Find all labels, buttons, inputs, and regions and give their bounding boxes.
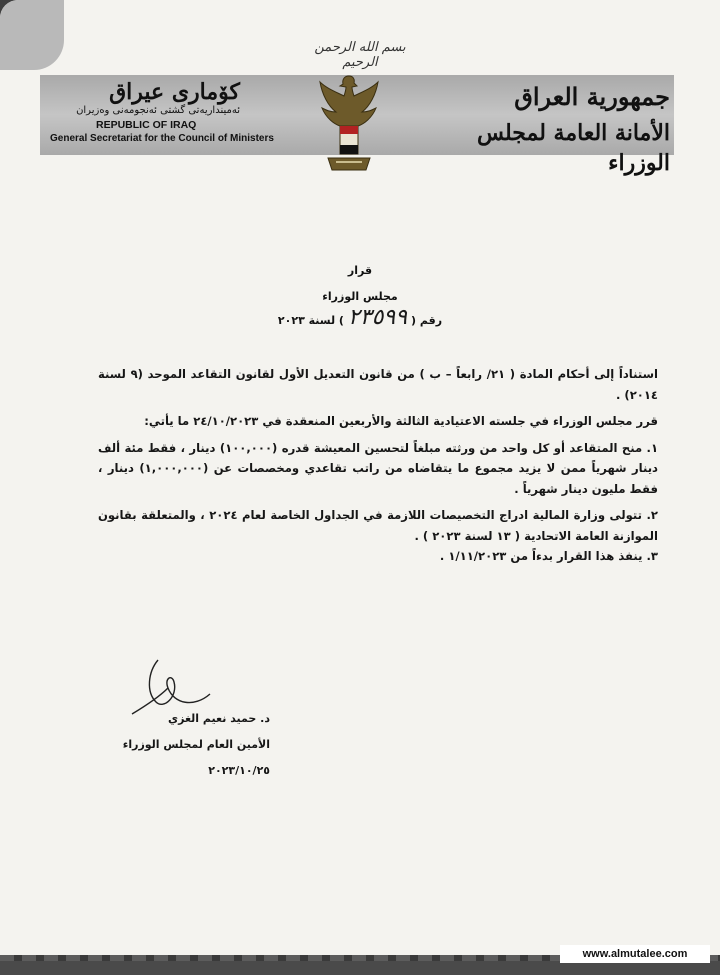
decision-number-prefix: رقم ( [411,314,443,327]
decision-number-suffix: ) لسنة ٢٠٢٣ [277,314,344,327]
arabic-republic: جمهورية العراق [514,82,670,111]
signer-name: د. حميد نعيم الغزي [168,712,270,725]
resolution-paragraph: قرر مجلس الوزراء في جلسته الاعتيادية الثالثة والأربعين المنعقدة في ٢٤/١٠/٢٠٢٣ ما يأتي: [144,414,658,428]
letterhead-left [50,79,274,145]
english-secretariat: General Secretariat for the Council of Ministers [50,133,274,144]
signature-block [90,706,270,784]
kurdish-subtitle: ئه‌مینداریه‌تی گشتی ئه‌نجومه‌نی وه‌زیران [76,105,240,116]
arabic-secretariat: الأمانة العامة لمجلس الوزراء [476,120,670,176]
english-republic: REPUBLIC OF IRAQ [96,119,197,131]
item-1: ١. منح المتقاعد أو كل واحد من ورثته مبلغاً لتحسين المعيشة قدره (١٠٠,٠٠٠) دينار ، فقط مئة ألف دينار شهرياً ممن لا يزيد مجموع ما يتقاضاه من راتب تقاعدي ومخصصات عن (١,٠٠٠,٠٠٠) دينار ، فقط مليون دينار شهرياً . [98,440,659,496]
decision-number [250,305,470,330]
item-2: ٢. تتولى وزارة المالية ادراج التخصيصات اللازمة في الجداول الخاصة لعام ٢٠٢٤ ، والمتعلقة بقانون الموازنة العامة الاتحادية ( ١٣ لسنة ٢٠٢٣ ) . [98,508,658,543]
basmala: بسم الله الرحمن الرحيم [314,40,406,70]
kurdish-title: كۆماری عیراق [109,79,240,105]
letterhead-right [470,80,670,178]
site-watermark: www.almutalee.com [560,945,710,963]
signature-date: ٢٠٢٣/١٠/٢٥ [208,764,270,777]
iraq-eagle-emblem-icon [316,70,382,180]
preamble-paragraph: استناداً إلى أحكام المادة ( ٢١/ رابعاً – ب ) من قانون التعديل الأول لقانون التقاعد الموحد (٩ لسنة ٢٠١٤) . [98,367,659,402]
item-3: ٣. ينفذ هذا القرار بدءاً من ١/١١/٢٠٢٣ . [439,549,658,563]
decision-number-handwritten: ٢٣٥٩٩ [347,305,408,330]
signer-title: الأمين العام لمجلس الوزراء [122,738,270,751]
corner-tab [0,0,64,70]
council-of-ministers: مجلس الوزراء [322,290,398,303]
decision-word: قرار [347,264,373,277]
decision-heading [240,258,480,310]
decision-body [98,364,658,567]
